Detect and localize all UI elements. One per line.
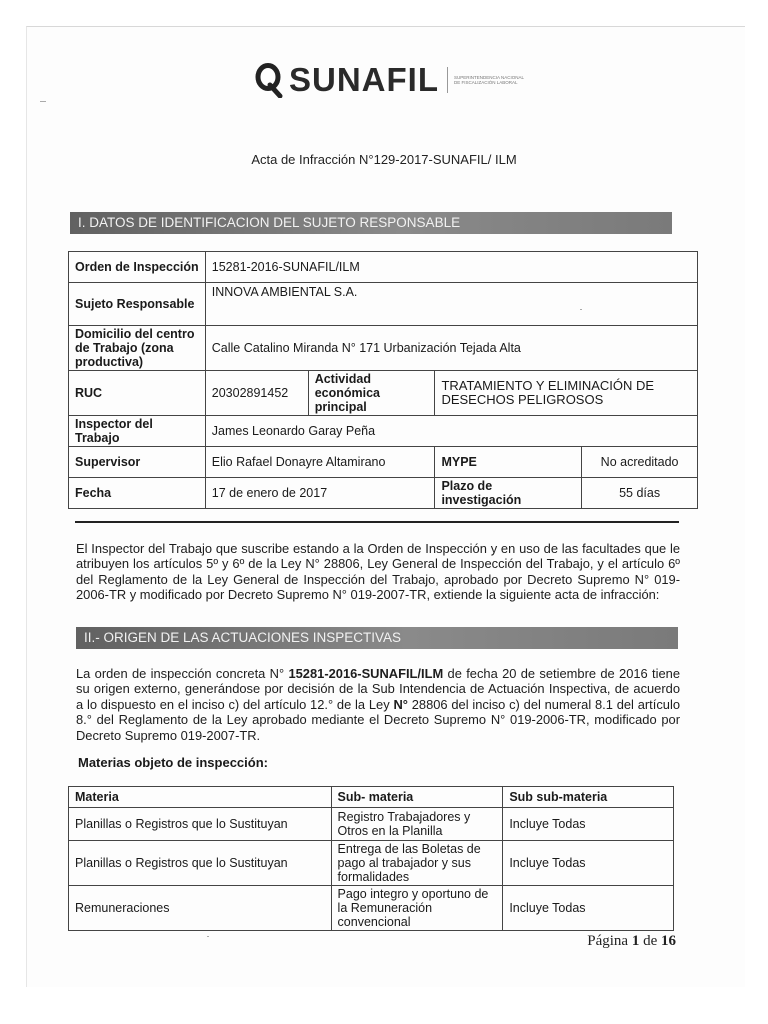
column-header: Sub- materia	[331, 787, 503, 808]
table-cell: Planillas o Registros que lo Sustituyan	[69, 808, 332, 841]
plazo-value: 55 días	[582, 478, 698, 509]
mype-value: No acreditado	[582, 447, 698, 478]
section-2-heading: II.- ORIGEN DE LAS ACTUACIONES INSPECTIVAS	[76, 627, 678, 649]
table-cell: Entrega de las Boletas de pago al trabajador y sus formalidades	[331, 841, 503, 886]
section-1-heading: I. DATOS DE IDENTIFICACION DEL SUJETO RESPONSABLE	[70, 212, 672, 234]
horizontal-rule	[75, 521, 679, 523]
table-cell: Registro Trabajadores y Otros en la Planilla	[331, 808, 503, 841]
origin-text-2: de fecha 20 de setiembre de 2016 tiene su origen externo, generándose por decisión de la Sub Intendencia de Actuación Inspectiva, de acuerdo a lo dispuesto en el inciso c) del artículo 12.° de la Ley	[76, 666, 680, 712]
page-number	[587, 933, 676, 950]
orden-value: 15281-2016-SUNAFIL/ILM	[205, 252, 697, 283]
origin-order-number: 15281-2016-SUNAFIL/ILM	[288, 666, 444, 681]
origin-text-1: La orden de inspección concreta N°	[76, 666, 289, 681]
inspector-value: James Leonardo Garay Peña	[205, 416, 697, 447]
table-cell: Incluye Todas	[503, 886, 674, 931]
column-header: Sub sub-materia	[503, 787, 674, 808]
column-header: Materia	[69, 787, 332, 808]
plazo-label: Plazo de investigación	[435, 478, 582, 509]
table-cell: Planillas o Registros que lo Sustituyan	[69, 841, 332, 886]
orden-label: Orden de Inspección	[69, 252, 206, 283]
table-row	[69, 841, 674, 886]
sunafil-logo	[255, 60, 524, 100]
domicilio-label: Domicilio del centro de Trabajo (zona productiva)	[69, 326, 206, 371]
logo-subtitle: SUPERINTENDENCIA NACIONAL DE FISCALIZACIÓN LABORAL	[454, 75, 524, 85]
table-cell: Pago integro y oportuno de la Remuneración convencional	[331, 886, 503, 931]
origin-paragraph	[76, 666, 680, 743]
sujeto-value: INNOVA AMBIENTAL S.A.	[205, 283, 697, 326]
fecha-label: Fecha	[69, 478, 206, 509]
actividad-value: TRATAMIENTO Y ELIMINACIÓN DE DESECHOS PELIGROSOS	[435, 371, 698, 416]
materias-table	[68, 786, 674, 931]
logo-mark-icon	[255, 62, 285, 98]
page-prefix: Página	[587, 933, 632, 949]
table-row	[69, 252, 698, 283]
page-total: 16	[661, 933, 676, 949]
table-row	[69, 283, 698, 326]
origin-text-3: 28806 del inciso c) del numeral 8.1 del artículo 8.° del Reglamento de la Ley aprobado mediante el Decreto Supremo N° 019-2006-TR, modificado por Decreto Supremo 019-2007-TR.	[76, 696, 680, 743]
identification-table	[68, 251, 698, 509]
document-title: Acta de Infracción N°129-2017-SUNAFIL/ ILM	[251, 152, 517, 167]
supervisor-value: Elio Rafael Donayre Altamirano	[205, 447, 435, 478]
table-header-row	[69, 787, 674, 808]
scan-speck	[207, 936, 209, 937]
actividad-label: Actividad económica principal	[308, 371, 435, 416]
table-row	[69, 416, 698, 447]
scan-speck	[40, 101, 46, 102]
page-current: 1	[631, 933, 640, 949]
sujeto-label: Sujeto Responsable	[69, 283, 206, 326]
table-cell: Incluye Todas	[503, 808, 674, 841]
intro-paragraph: El Inspector del Trabajo que suscribe estando a la Orden de Inspección y en uso de las facultades que le atribuyen los artículos 5º y 6º de la Ley N° 28806, Ley General de Inspección del Trabajo, y el artículo 6º del Reglamento de la Ley General de Inspección del Trabajo, aprobado por Decreto Supremo N° 019-2006-TR y modificado por Decreto Supremo N° 019-2007-TR, extiende la siguiente acta de infracción:	[76, 541, 680, 603]
table-row	[69, 808, 674, 841]
domicilio-value: Calle Catalino Miranda N° 171 Urbanización Tejada Alta	[205, 326, 697, 371]
ruc-value: 20302891452	[205, 371, 308, 416]
mype-label: MYPE	[435, 447, 582, 478]
table-cell: Incluye Todas	[503, 841, 674, 886]
table-cell: Remuneraciones	[69, 886, 332, 931]
ruc-label: RUC	[69, 371, 206, 416]
table-row	[69, 371, 698, 416]
materias-heading: Materias objeto de inspección:	[78, 755, 268, 770]
logo-separator	[447, 67, 448, 93]
origin-law-number: N°	[393, 696, 408, 712]
logo-wordmark: SUNAFIL	[289, 61, 439, 98]
inspector-label: Inspector del Trabajo	[69, 416, 206, 447]
table-row	[69, 447, 698, 478]
supervisor-label: Supervisor	[69, 447, 206, 478]
fecha-value: 17 de enero de 2017	[205, 478, 435, 509]
page-of: de	[639, 933, 661, 949]
table-row	[69, 478, 698, 509]
table-row	[69, 326, 698, 371]
scan-speck	[580, 309, 582, 310]
table-row	[69, 886, 674, 931]
